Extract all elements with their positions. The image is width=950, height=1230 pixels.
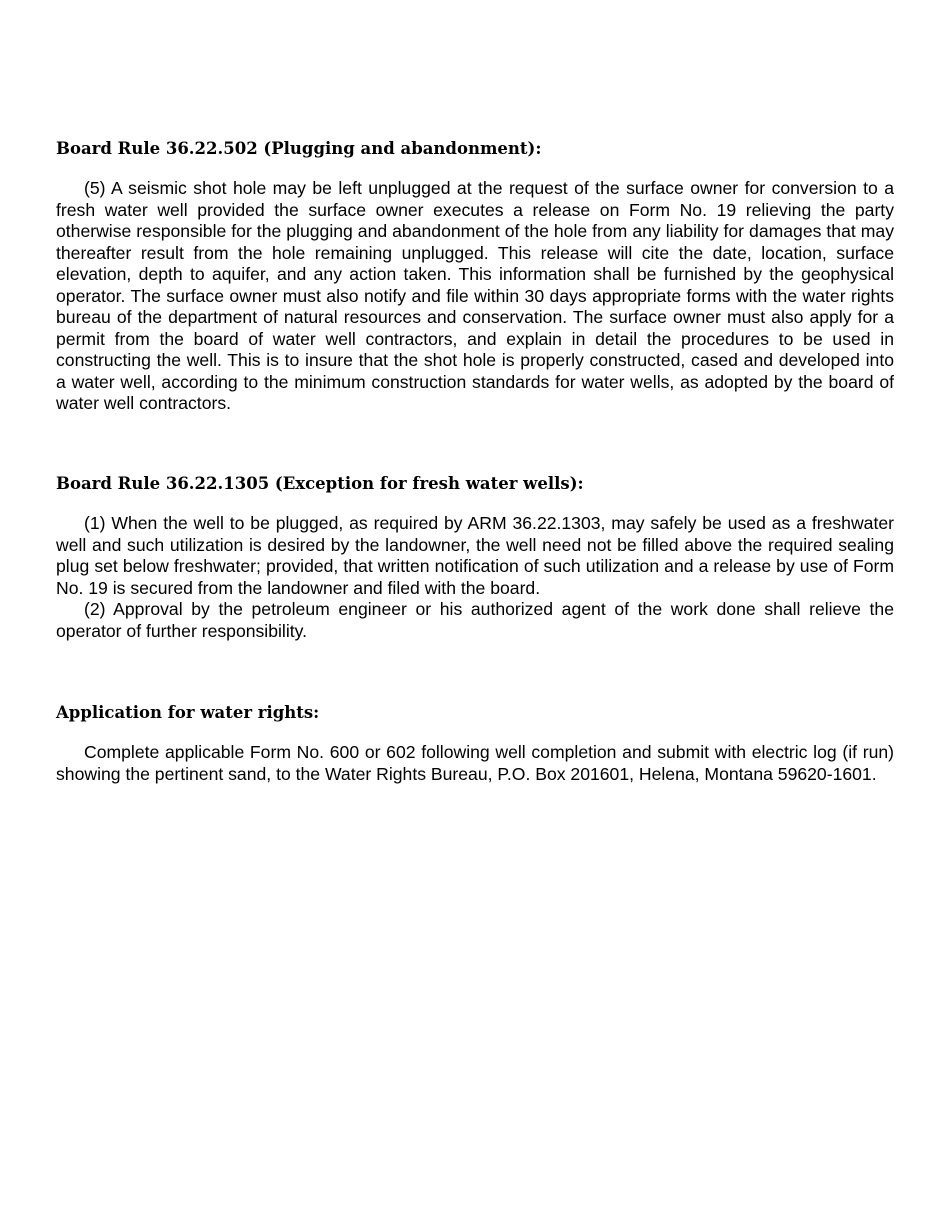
paragraph: (5) A seismic shot hole may be left unplugged at the request of the surface owner for conversion to a fresh water well provided the surface owner executes a release on Form No. 19 relieving the party otherwise responsible for the plugging and abandonment of the hole from any liability for damages that may thereafter result from the hole remaining unplugged. This release will cite the date, location, surface elevation, depth to aquifer, and any action taken. This information shall be furnished by the geophysical operator. The surface owner must also notify and file within 30 days appropriate forms with the water rights bureau of the department of natural resources and conservation. The surface owner must also apply for a permit from the board of water well contractors, and explain in detail the procedures to be used in constructing the well. This is to insure that the shot hole is properly constructed, cased and developed into a water well, according to the minimum construction standards for water wells, as adopted by the board of water well contractors. xyxy=(56,178,894,413)
paragraph: (2) Approval by the petroleum engineer or his authorized agent of the work done shall relieve the operator of further responsibility. xyxy=(56,599,894,641)
paragraph: Complete applicable Form No. 600 or 602 following well completion and submit with electric log (if run) showing the pertinent sand, to the Water Rights Bureau, P.O. Box 201601, Helena, Montana 59620-1601. xyxy=(56,742,894,784)
paragraph: (1) When the well to be plugged, as required by ARM 36.22.1303, may safely be used as a freshwater well and such utilization is desired by the landowner, the well need not be filled above the required sealing plug set below freshwater; provided, that written notification of such utilization and a release by use of Form No. 19 is secured from the landowner and filed with the board. xyxy=(56,513,894,598)
section-exception-fresh-water-wells xyxy=(56,473,894,642)
section-plugging-abandonment xyxy=(56,138,894,415)
section-heading: Board Rule 36.22.1305 (Exception for fresh water wells): xyxy=(56,474,584,493)
section-application-water-rights xyxy=(56,702,894,785)
section-heading: Application for water rights: xyxy=(56,703,320,722)
section-heading: Board Rule 36.22.502 (Plugging and abandonment): xyxy=(56,139,542,158)
